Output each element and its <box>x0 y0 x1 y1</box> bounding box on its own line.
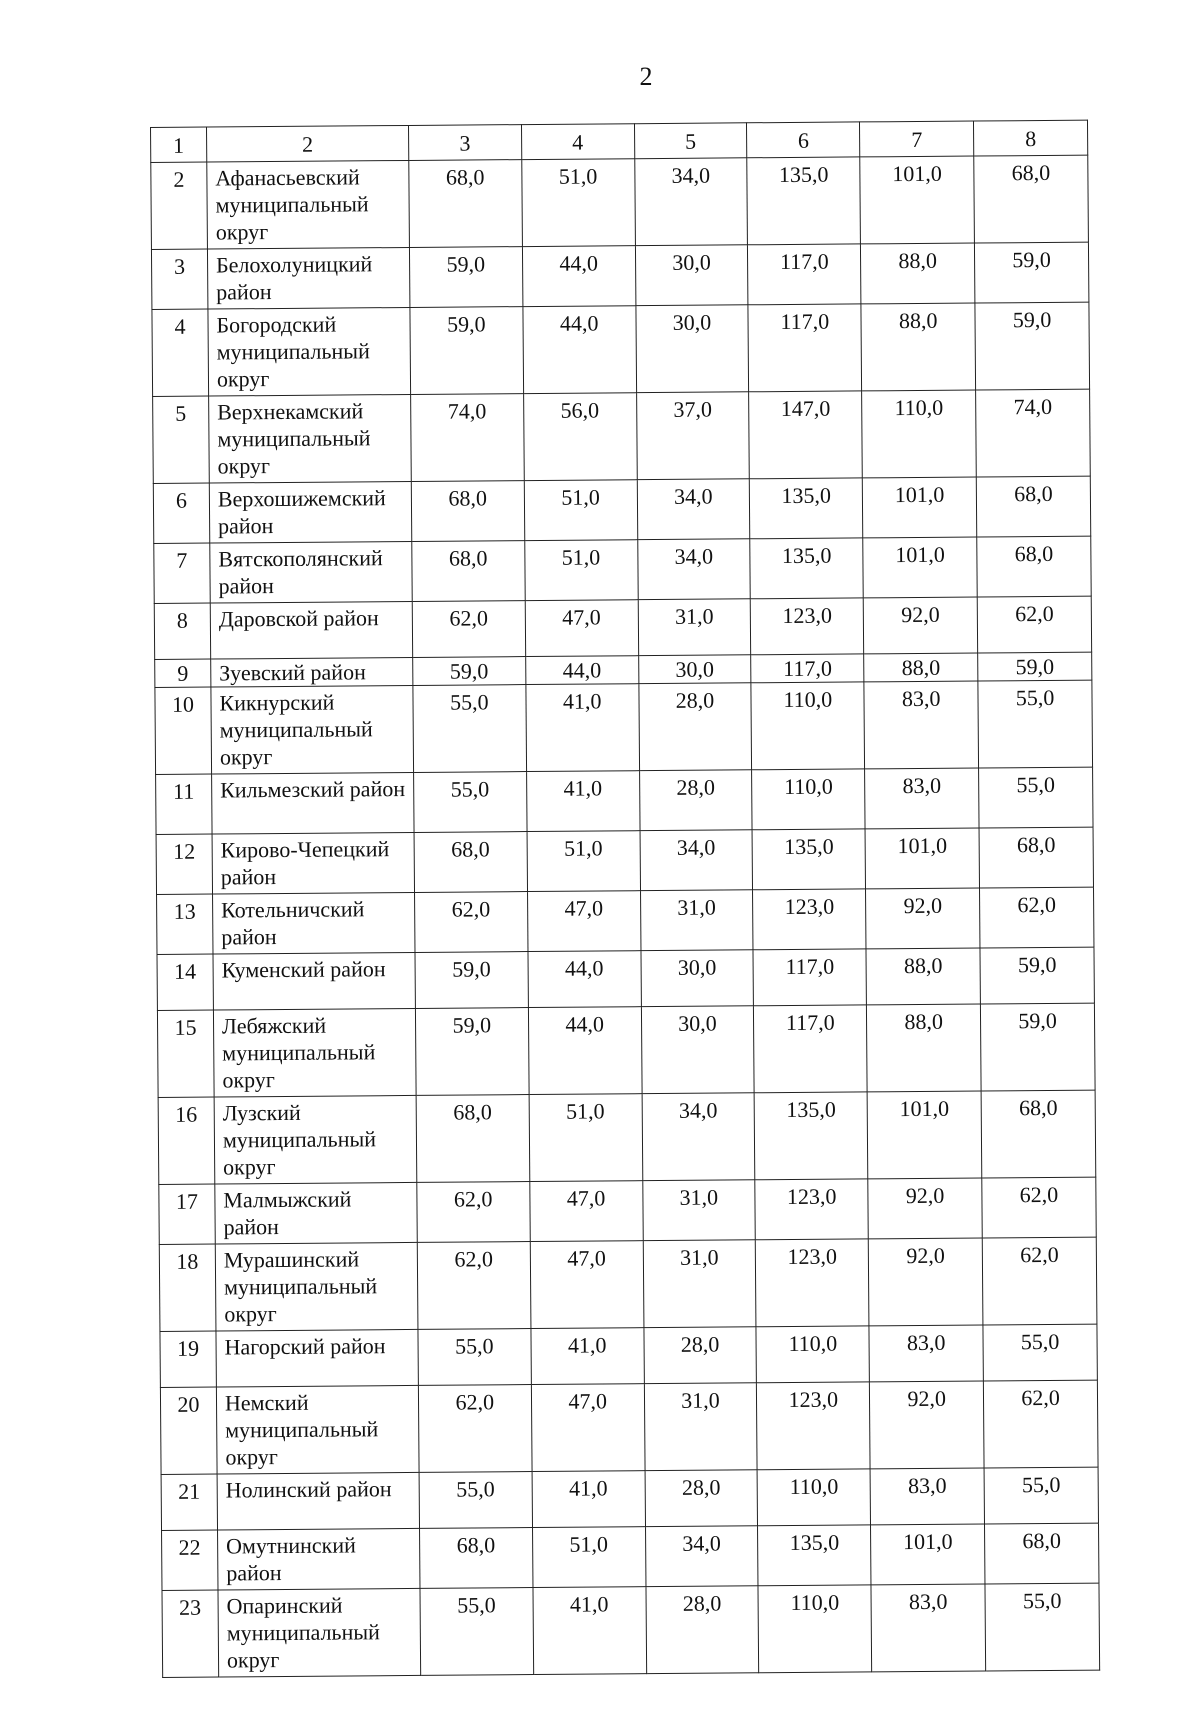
value-cell: 68,0 <box>977 536 1091 597</box>
value-cell: 62,0 <box>977 596 1091 653</box>
table-row <box>160 1380 1098 1474</box>
row-number-cell: 17 <box>159 1184 215 1244</box>
row-number-cell: 8 <box>154 603 210 659</box>
value-cell: 83,0 <box>864 681 979 769</box>
value-cell: 83,0 <box>865 768 979 829</box>
value-cell: 55,0 <box>983 1324 1097 1381</box>
row-number-cell: 14 <box>157 954 213 1010</box>
value-cell: 117,0 <box>751 654 864 683</box>
value-cell: 55,0 <box>413 772 526 833</box>
column-header: 6 <box>747 122 860 158</box>
district-name-cell: Кирово-Чепецкий район <box>212 832 414 894</box>
value-cell: 88,0 <box>867 1004 982 1092</box>
value-cell: 92,0 <box>868 1238 983 1326</box>
row-number-cell: 18 <box>159 1244 216 1331</box>
table-row <box>160 1324 1097 1387</box>
value-cell: 59,0 <box>980 947 1094 1004</box>
row-number-cell: 21 <box>161 1474 217 1530</box>
row-number-cell: 23 <box>162 1590 219 1677</box>
value-cell: 110,0 <box>757 1469 870 1526</box>
value-cell: 51,0 <box>532 1527 645 1588</box>
value-cell: 88,0 <box>864 653 978 682</box>
value-cell: 41,0 <box>531 1328 644 1385</box>
value-cell: 62,0 <box>983 1380 1098 1468</box>
row-number-cell: 9 <box>155 659 211 687</box>
row-number-cell: 16 <box>158 1097 215 1184</box>
value-cell: 51,0 <box>521 159 635 247</box>
value-cell: 28,0 <box>646 1586 760 1674</box>
value-cell: 37,0 <box>636 392 750 480</box>
district-name-cell: Даровской район <box>210 601 412 659</box>
value-cell: 62,0 <box>412 601 525 658</box>
district-name-cell: Котельничский район <box>212 892 414 954</box>
value-cell: 31,0 <box>642 1180 755 1241</box>
value-cell: 117,0 <box>748 244 861 305</box>
column-header: 7 <box>860 121 974 157</box>
table-row <box>154 596 1091 659</box>
value-cell: 41,0 <box>532 1471 645 1528</box>
value-cell: 55,0 <box>985 1583 1100 1671</box>
table-row <box>157 887 1094 954</box>
table-row <box>159 1177 1096 1244</box>
row-number-cell: 10 <box>155 687 212 774</box>
table-row <box>157 947 1094 1010</box>
row-number-cell: 22 <box>162 1530 218 1590</box>
value-cell: 123,0 <box>756 1239 870 1327</box>
value-cell: 123,0 <box>757 1382 871 1470</box>
row-number-cell: 7 <box>154 543 210 603</box>
value-cell: 30,0 <box>635 305 749 393</box>
district-name-cell: Кильмезский район <box>212 772 414 834</box>
value-cell: 101,0 <box>862 477 976 538</box>
row-number-cell: 3 <box>151 249 207 309</box>
table-row <box>161 1467 1098 1530</box>
value-cell: 117,0 <box>753 949 866 1006</box>
column-header: 4 <box>521 124 634 160</box>
table-row <box>156 827 1093 894</box>
row-number-cell: 4 <box>152 309 209 396</box>
value-cell: 59,0 <box>415 1008 529 1096</box>
value-cell: 51,0 <box>524 540 637 601</box>
value-cell: 62,0 <box>982 1237 1097 1325</box>
value-cell: 55,0 <box>978 680 1093 768</box>
value-cell: 47,0 <box>531 1384 645 1472</box>
table-row <box>151 155 1089 249</box>
value-cell: 92,0 <box>870 1381 985 1469</box>
value-cell: 34,0 <box>637 539 750 600</box>
value-cell: 62,0 <box>982 1177 1096 1238</box>
value-cell: 74,0 <box>976 389 1091 477</box>
value-cell: 55,0 <box>418 1329 531 1386</box>
row-number-cell: 11 <box>156 774 212 834</box>
district-name-cell: Вятскополянский район <box>210 541 412 603</box>
row-number-cell: 6 <box>153 483 209 543</box>
value-cell: 123,0 <box>755 1179 868 1240</box>
column-header: 5 <box>634 123 747 159</box>
value-cell: 31,0 <box>638 599 751 656</box>
value-cell: 68,0 <box>412 541 525 602</box>
value-cell: 41,0 <box>533 1587 647 1675</box>
value-cell: 135,0 <box>750 538 863 599</box>
value-cell: 88,0 <box>861 243 975 304</box>
district-name-cell: Верхошижемский район <box>209 481 411 543</box>
row-number-cell: 2 <box>151 162 208 249</box>
table-row <box>157 1003 1095 1097</box>
value-cell: 88,0 <box>866 948 980 1005</box>
value-cell: 68,0 <box>981 1090 1096 1178</box>
column-header: 8 <box>974 120 1088 156</box>
value-cell: 47,0 <box>530 1241 644 1329</box>
value-cell: 83,0 <box>870 1468 984 1525</box>
value-cell: 55,0 <box>419 1472 532 1529</box>
value-cell: 68,0 <box>419 1528 532 1589</box>
value-cell: 92,0 <box>868 1178 982 1239</box>
value-cell: 117,0 <box>748 304 862 392</box>
value-cell: 28,0 <box>639 770 752 831</box>
value-cell: 110,0 <box>752 769 865 830</box>
value-cell: 28,0 <box>638 683 752 771</box>
value-cell: 62,0 <box>417 1242 531 1330</box>
district-name-cell: Омутнинский район <box>217 1528 419 1590</box>
value-cell: 68,0 <box>411 481 524 542</box>
district-name-cell: Афанасьевский муниципальный округ <box>207 160 410 249</box>
value-cell: 31,0 <box>640 890 753 951</box>
value-cell: 123,0 <box>753 889 866 950</box>
value-cell: 30,0 <box>635 245 748 306</box>
value-cell: 30,0 <box>638 655 751 684</box>
value-cell: 68,0 <box>976 476 1090 537</box>
district-name-cell: Малмыжский район <box>215 1182 417 1244</box>
value-cell: 68,0 <box>979 827 1093 888</box>
value-cell: 83,0 <box>869 1325 983 1382</box>
value-cell: 135,0 <box>758 1525 871 1586</box>
row-number-cell: 13 <box>157 894 213 954</box>
value-cell: 55,0 <box>413 685 527 773</box>
value-cell: 68,0 <box>409 160 523 248</box>
value-cell: 135,0 <box>747 157 861 245</box>
value-cell: 135,0 <box>750 478 863 539</box>
table-row <box>154 536 1091 603</box>
value-cell: 44,0 <box>528 951 641 1008</box>
value-cell: 55,0 <box>979 767 1093 828</box>
value-cell: 88,0 <box>861 303 976 391</box>
value-cell: 101,0 <box>860 156 975 244</box>
value-cell: 83,0 <box>871 1584 986 1672</box>
district-name-cell: Кикнурский муниципальный округ <box>211 685 414 774</box>
table-row <box>155 680 1093 774</box>
value-cell: 62,0 <box>980 887 1094 948</box>
value-cell: 101,0 <box>865 828 979 889</box>
value-cell: 62,0 <box>414 892 527 953</box>
value-cell: 59,0 <box>415 952 528 1009</box>
row-number-cell: 12 <box>156 834 212 894</box>
table-row <box>152 302 1090 396</box>
value-cell: 41,0 <box>526 684 640 772</box>
district-name-cell: Нолинский район <box>217 1472 419 1530</box>
value-cell: 28,0 <box>645 1470 758 1527</box>
value-cell: 31,0 <box>644 1383 758 1471</box>
value-cell: 101,0 <box>871 1524 985 1585</box>
value-cell: 135,0 <box>752 829 865 890</box>
value-cell: 68,0 <box>416 1095 530 1183</box>
value-cell: 62,0 <box>418 1385 532 1473</box>
table-row <box>151 242 1088 309</box>
value-cell: 117,0 <box>754 1005 868 1093</box>
table-row <box>153 476 1090 543</box>
row-number-cell: 15 <box>157 1010 214 1097</box>
value-cell: 92,0 <box>866 888 980 949</box>
table-body <box>151 120 1100 1677</box>
table-row <box>162 1523 1099 1590</box>
value-cell: 56,0 <box>523 393 637 481</box>
district-name-cell: Опаринский муниципальный округ <box>218 1588 421 1677</box>
value-cell: 28,0 <box>643 1327 756 1384</box>
value-cell: 44,0 <box>522 246 635 307</box>
district-name-cell: Зуевский район <box>211 657 413 687</box>
value-cell: 110,0 <box>756 1326 869 1383</box>
value-cell: 59,0 <box>409 247 522 308</box>
value-cell: 51,0 <box>524 480 637 541</box>
value-cell: 51,0 <box>527 831 640 892</box>
value-cell: 44,0 <box>525 656 638 685</box>
district-name-cell: Немский муниципальный округ <box>216 1385 419 1474</box>
value-cell: 59,0 <box>978 652 1092 681</box>
table-row <box>158 1090 1096 1184</box>
value-cell: 92,0 <box>863 597 977 654</box>
value-cell: 55,0 <box>984 1467 1098 1524</box>
value-cell: 110,0 <box>758 1585 872 1673</box>
value-cell: 135,0 <box>754 1092 868 1180</box>
value-cell: 30,0 <box>641 950 754 1007</box>
value-cell: 68,0 <box>414 832 527 893</box>
value-cell: 34,0 <box>637 479 750 540</box>
value-cell: 31,0 <box>643 1240 757 1328</box>
page-number: 2 <box>639 62 653 91</box>
value-cell: 123,0 <box>751 598 864 655</box>
value-cell: 44,0 <box>523 306 637 394</box>
table-row <box>156 767 1093 834</box>
value-cell: 62,0 <box>417 1182 530 1243</box>
value-cell: 34,0 <box>634 158 748 246</box>
value-cell: 110,0 <box>751 682 865 770</box>
district-name-cell: Верхнекамский муниципальный округ <box>209 394 412 483</box>
value-cell: 30,0 <box>641 1006 755 1094</box>
value-cell: 34,0 <box>640 830 753 891</box>
value-cell: 101,0 <box>867 1091 982 1179</box>
value-cell: 59,0 <box>980 1003 1095 1091</box>
value-cell: 44,0 <box>528 1007 642 1095</box>
value-cell: 47,0 <box>527 891 640 952</box>
district-name-cell: Нагорский район <box>216 1329 418 1387</box>
tariff-table <box>150 120 1100 1678</box>
value-cell: 59,0 <box>410 307 524 395</box>
value-cell: 74,0 <box>410 394 524 482</box>
district-name-cell: Богородский муниципальный округ <box>208 307 411 396</box>
row-number-cell: 5 <box>153 396 210 483</box>
district-name-cell: Лебяжский муниципальный округ <box>213 1008 416 1097</box>
value-cell: 68,0 <box>974 155 1089 243</box>
district-name-cell: Лузский муниципальный округ <box>214 1095 417 1184</box>
value-cell: 47,0 <box>525 600 638 657</box>
value-cell: 59,0 <box>413 657 526 686</box>
district-name-cell: Мурашинский муниципальный округ <box>215 1242 418 1331</box>
district-name-cell: Куменский район <box>213 952 415 1010</box>
table-row <box>153 389 1091 483</box>
value-cell: 59,0 <box>975 242 1089 303</box>
row-number-cell: 20 <box>160 1387 217 1474</box>
value-cell: 147,0 <box>749 391 863 479</box>
value-cell: 110,0 <box>862 390 977 478</box>
column-header: 3 <box>408 125 521 161</box>
district-name-cell: Белохолуницкий район <box>207 247 409 309</box>
row-number-cell: 19 <box>160 1331 216 1387</box>
value-cell: 68,0 <box>985 1523 1099 1584</box>
value-cell: 47,0 <box>529 1181 642 1242</box>
column-header: 2 <box>206 125 408 162</box>
table-row <box>159 1237 1097 1331</box>
table-row <box>162 1583 1100 1677</box>
value-cell: 101,0 <box>863 537 977 598</box>
value-cell: 59,0 <box>975 302 1090 390</box>
value-cell: 41,0 <box>526 771 639 832</box>
value-cell: 34,0 <box>642 1093 756 1181</box>
value-cell: 51,0 <box>529 1094 643 1182</box>
value-cell: 55,0 <box>420 1588 534 1676</box>
value-cell: 34,0 <box>645 1526 758 1587</box>
column-header: 1 <box>151 127 207 162</box>
